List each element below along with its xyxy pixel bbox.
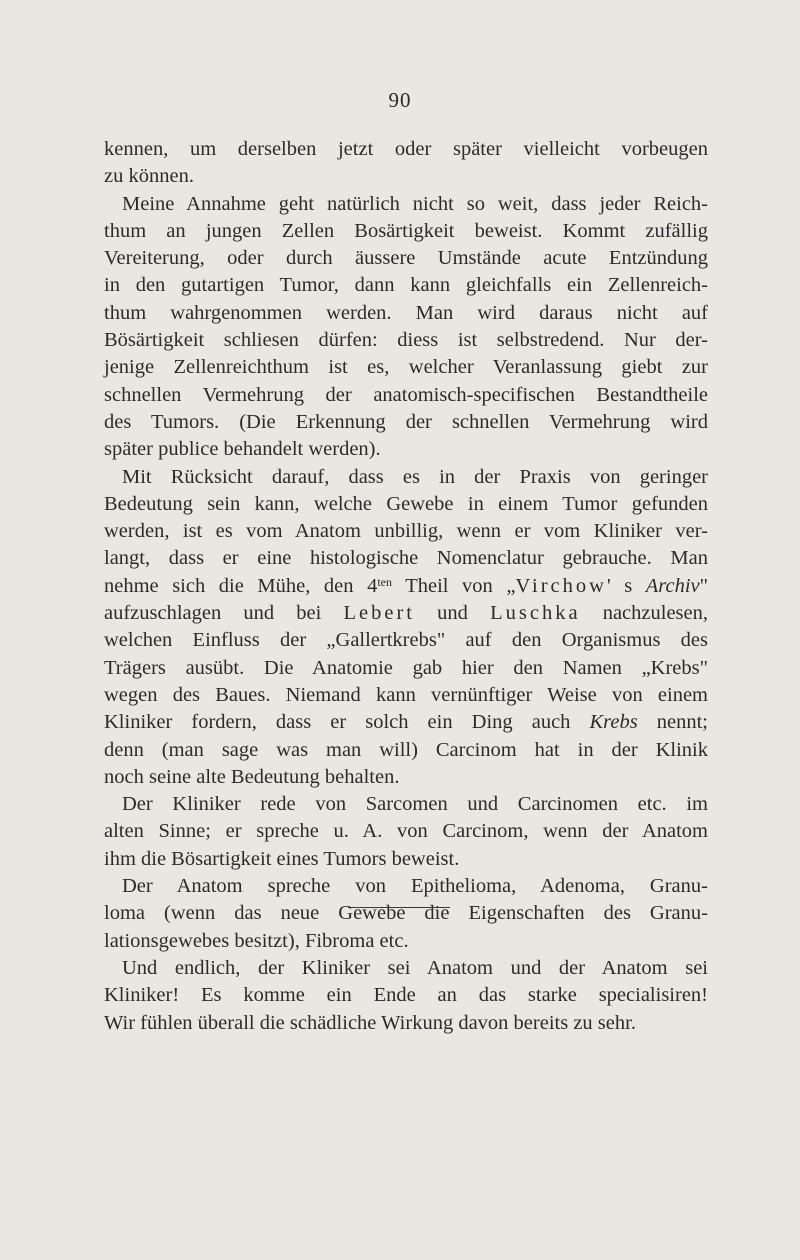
text-line: loma (wenn das neue Gewebe die Eigenschaften des Granu- [104, 902, 708, 925]
paragraph-start-line: Meine Annahme geht natürlich nicht so weit, dass jeder Reich- [122, 192, 708, 215]
text-line: schnellen Vermehrung der anatomisch-specifischen Bestandtheile [104, 383, 708, 406]
line-text: " [699, 574, 708, 597]
text-line: jenige Zellenreichthum ist es, welcher Veranlassung giebt zur [104, 356, 708, 379]
line-text: Theil von „ [392, 574, 516, 597]
text-line: wegen des Baues. Niemand kann vernünftiger Weise von einem [104, 683, 708, 706]
text-line: kennen, um derselben jetzt oder später vielleicht vorbeugen [104, 138, 708, 160]
text-line: thum an jungen Zellen Bosärtigkeit beweist. Kommt zufällig [104, 219, 708, 242]
text-line-with-emphasis [104, 709, 708, 736]
text-line: Vereiterung, oder durch äussere Umstände acute Entzündung [104, 247, 708, 270]
line-text: nennt; [637, 711, 709, 734]
text-line: werden, ist es vom Anatom unbillig, wenn er vom Kliniker ver- [104, 520, 708, 543]
paragraph-start-line: Der Kliniker rede von Sarcomen und Carcinomen etc. im [122, 793, 708, 816]
text-line: lationsgewebes besitzt), Fibroma etc. [104, 929, 409, 952]
line-text: nehme sich die Mühe, den 4 [104, 574, 378, 597]
body-text [104, 136, 708, 1037]
journal-title: Archiv [645, 574, 700, 597]
line-text: nachzulesen, [580, 602, 708, 625]
text-line: Bösärtigkeit schliesen dürfen: diess ist selbstredend. Nur der- [104, 329, 708, 352]
page-number: 90 [388, 88, 412, 112]
text-line: noch seine alte Bedeutung behalten. [104, 765, 400, 788]
paragraph-start-line: Und endlich, der Kliniker sei Anatom und der Anatom sei [122, 956, 708, 979]
text-line: später publice behandelt werden). [104, 438, 381, 461]
author-name: Virchow [515, 574, 607, 597]
text-line: Wir fühlen überall die schädliche Wirkung davon bereits zu sehr. [104, 1011, 636, 1034]
text-line-with-citation [104, 573, 708, 600]
text-line: Bedeutung sein kann, welche Gewebe in einem Tumor gefunden [104, 492, 708, 515]
text-line: welchen Einfluss der „Gallertkrebs" auf den Organismus des [104, 629, 708, 652]
line-text: Kliniker fordern, dass er solch ein Ding auch [104, 711, 590, 734]
emphasized-term: Krebs [589, 711, 638, 734]
text-line: Kliniker! Es komme ein Ende an das starke specialisiren! [104, 984, 708, 1007]
text-line: des Tumors. (Die Erkennung der schnellen Vermehrung wird [104, 410, 708, 433]
text-line: ihm die Bösartigkeit eines Tumors beweist. [104, 847, 460, 870]
text-line: thum wahrgenommen werden. Man wird daraus nicht auf [104, 301, 708, 324]
paragraph-start-line: Mit Rücksicht darauf, dass es in der Praxis von geringer [122, 465, 708, 488]
text-line: alten Sinne; er spreche u. A. von Carcinom, wenn der Anatom [104, 820, 708, 843]
ordinal-superscript: ten [377, 574, 392, 589]
closing-rule [348, 907, 450, 908]
line-text: und [415, 602, 491, 625]
text-line: langt, dass er eine histologische Nomenclatur gebrauche. Man [104, 547, 708, 570]
text-line: denn (man sage was man will) Carcinom hat in der Klinik [104, 738, 708, 761]
line-text: aufzuschlagen und bei [104, 602, 344, 625]
author-name: Luschka [490, 602, 581, 625]
author-name: Lebert [343, 602, 416, 625]
text-line-with-names [104, 600, 708, 627]
text-line: in den gutartigen Tumor, dann kann gleichfalls ein Zellenreich- [104, 274, 708, 297]
line-text: ' s [606, 574, 646, 597]
paragraph-start-line: Der Anatom spreche von Epithelioma, Adenoma, Granu- [122, 875, 708, 898]
text-line: Trägers ausübt. Die Anatomie gab hier den Namen „Krebs" [104, 656, 708, 679]
text-line: zu können. [104, 165, 194, 188]
